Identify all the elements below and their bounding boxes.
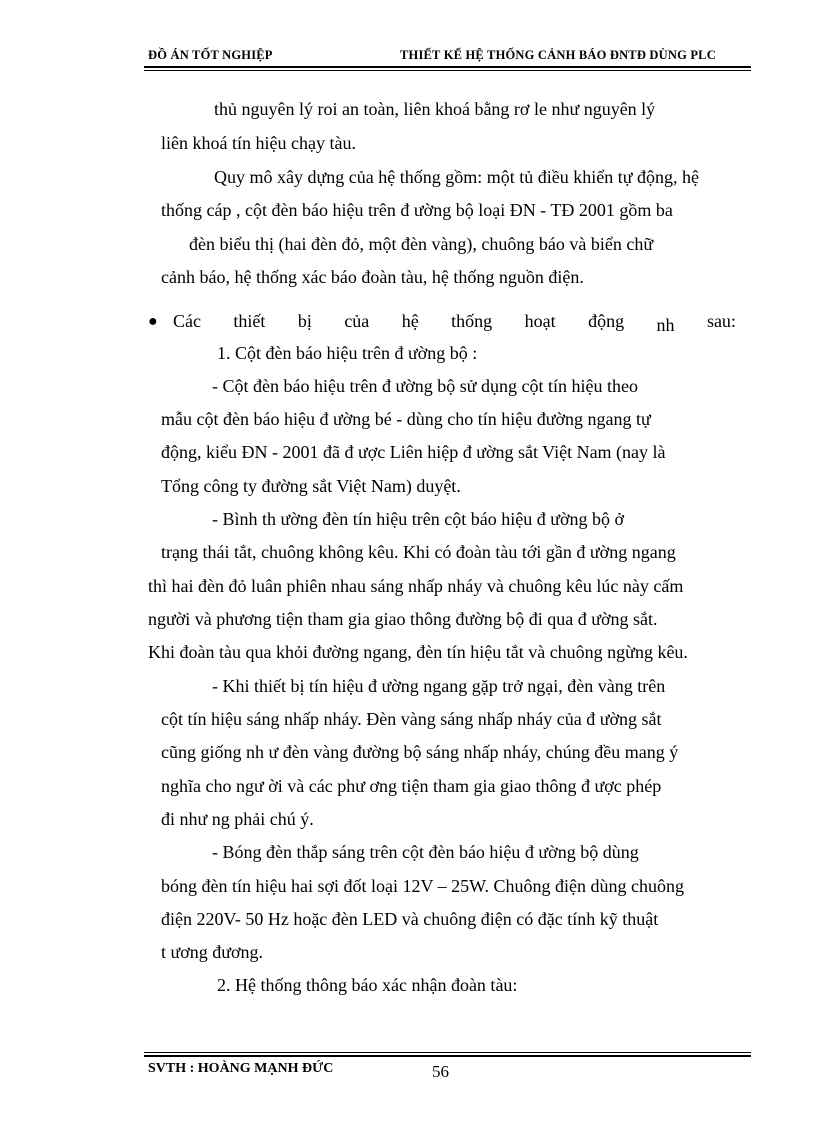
text-line: động, kiểu ĐN - 2001 đã đ ược Liên hiệp đ ường sắt Việt Nam (nay là — [161, 442, 666, 462]
text-line: thống cáp , cột đèn báo hiệu trên đ ường bộ loại ĐN - TĐ 2001 gồm ba — [161, 200, 673, 220]
bullet-word: động — [588, 311, 625, 331]
text-line: nghĩa cho ngư ời và các phư ơng tiện tham gia giao thông đ ược phép — [161, 776, 662, 796]
bullet-word: thống — [451, 311, 493, 331]
section-heading: 1. Cột đèn báo hiệu trên đ ường bộ : — [217, 343, 478, 363]
header-left: ĐỒ ÁN TỐT NGHIỆP — [148, 48, 273, 62]
bullet-word: sau: — [706, 311, 736, 331]
bullet-word: nh — [656, 315, 675, 335]
header-rule-thin — [144, 70, 751, 71]
footer-student: SVTH : HOÀNG MẠNH ĐỨC — [148, 1061, 334, 1076]
text-line: liên khoá tín hiệu chạy tàu. — [161, 133, 356, 153]
page-number: 56 — [432, 1062, 449, 1081]
text-line: t ương đương. — [161, 942, 264, 962]
text-line: - Khi thiết bị tín hiệu đ ường ngang gặp trở ngại, đèn vàng trên — [212, 676, 666, 696]
text-line: mẫu cột đèn báo hiệu đ ường bé - dùng cho tín hiệu đường ngang tự — [161, 409, 651, 429]
header-rule-thick — [144, 66, 751, 68]
text-line: đi như ng phải chú ý. — [161, 809, 314, 829]
text-line: trạng thái tắt, chuông không kêu. Khi có đoàn tàu tới gần đ ường ngang — [161, 542, 676, 562]
footer-rule-thin — [144, 1052, 751, 1053]
text-line: cột tín hiệu sáng nhấp nháy. Đèn vàng sáng nhấp nháy của đ ường sắt — [161, 709, 662, 729]
text-line: - Cột đèn báo hiệu trên đ ường bộ sử dụng cột tín hiệu theo — [212, 376, 638, 396]
text-line: bóng đèn tín hiệu hai sợi đốt loại 12V – 25W. Chuông điện dùng chuông — [161, 876, 684, 896]
text-line: đèn biểu thị (hai đèn đỏ, một đèn vàng), chuông báo và biển chữ — [189, 234, 654, 254]
footer-rule-thick — [144, 1055, 751, 1057]
text-line: - Bình th ường đèn tín hiệu trên cột báo hiệu đ ường bộ ở — [212, 509, 625, 529]
text-line: Tổng công ty đường sắt Việt Nam) duyệt. — [161, 476, 461, 496]
bullet-icon: ● — [148, 313, 158, 330]
text-line: điện 220V- 50 Hz hoặc đèn LED và chuông điện có đặc tính kỹ thuật — [161, 909, 659, 929]
text-line: thì hai đèn đỏ luân phiên nhau sáng nhấp nháy và chuông kêu lúc này cấm — [148, 576, 684, 596]
bullet-word: thiết — [233, 311, 266, 331]
bullet-word: Các — [173, 311, 201, 331]
bullet-word: của — [344, 311, 370, 331]
section-heading: 2. Hệ thống thông báo xác nhận đoàn tàu: — [217, 975, 518, 995]
bullet-word: hoạt — [524, 311, 556, 331]
bullet-word: bị — [297, 311, 312, 331]
text-line: cảnh báo, hệ thống xác báo đoàn tàu, hệ thống nguồn điện. — [161, 267, 584, 287]
text-line: Quy mô xây dựng của hệ thống gồm: một tủ điều khiển tự động, hệ — [214, 167, 699, 187]
text-line: Khi đoàn tàu qua khỏi đường ngang, đèn tín hiệu tắt và chuông ngừng kêu. — [148, 642, 688, 662]
bullet-line — [173, 311, 736, 335]
text-line: người và phương tiện tham gia giao thông đường bộ đi qua đ ường sắt. — [148, 609, 658, 629]
bullet-word: hệ — [401, 311, 419, 331]
text-line: - Bóng đèn thắp sáng trên cột đèn báo hiệu đ ường bộ dùng — [212, 842, 639, 862]
header-right: THIẾT KẾ HỆ THỐNG CẢNH BÁO ĐNTĐ DÙNG PLC — [400, 48, 716, 62]
text-line: cũng giống nh ư đèn vàng đường bộ sáng nhấp nháy, chúng đều mang ý — [161, 742, 679, 762]
text-line: thủ nguyên lý roi an toàn, liên khoá bằng rơ le như nguyên lý — [214, 99, 656, 119]
